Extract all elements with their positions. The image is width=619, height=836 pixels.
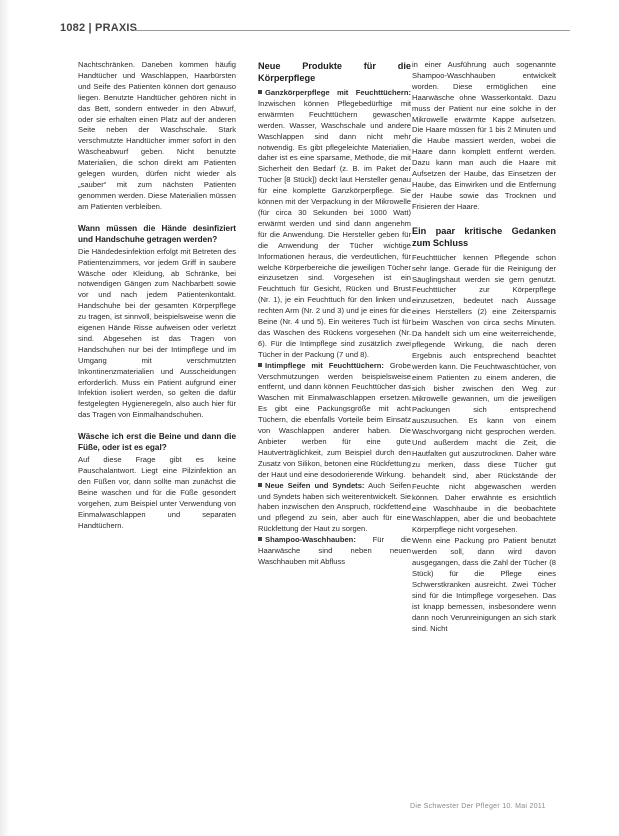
column-3: [412, 60, 556, 634]
paragraph: in einer Ausführung auch sogenannte Shampoo-Waschhauben entwickelt worden. Diese ermöglichen eine Haarwäsche ohne Wasserkontakt. Dazu muss der Patient nur eine solche in der Mikrowelle erwärmte Kappe aufsetzen. Die Haare müssen für 1 bis 2 Minuten und die Haube massiert werden, wobei die Haare dann komplett entfernt werden. Dazu kann man auch die Haare mit Aufsetzen der Haube, das Einsetzen der Haube, das Einwirken und die Entfernung der Haube sowie das Trocknen und Frisieren der Haare.: [412, 60, 556, 211]
bullet-square-icon: [258, 483, 262, 487]
subheading-legs-feet: Wäsche ich erst die Beine und dann die Füße, oder ist es egal?: [78, 432, 236, 453]
bullet-lead: Ganzkörperpflege mit Feuchttüchern:: [265, 88, 411, 97]
paragraph: Feuchttücher kennen Pflegende schon sehr lange. Gerade für die Reinigung der Säuglingshaut werden sie gern genutzt. Feuchttücher zur Körperpflege einzusetzen, bedeutet nach Aussage eines Herstellers (2) eine Zeitersparnis beim Waschen von circa sechs Minuten. Da handelt sich um eine weiterreichende, pflegende Wirkung, die nach deren Ergebnis auch entsprechend beachtet werden kann. Die Feuchtwaschtücher, von einem Patienten zu einem anderen, die sich bisher zwischen den Weg zur Mikrowelle gewannen, um die jeweiligen Packungen sich entsprechend auszusuchen. Es kann von einem Waschvorgang nicht gesprochen werden. Und außerdem macht die Zeit, die Hautfalten gut auszutrocknen. Daher wäre zu merken, dass diese Tücher gut behandelt sind, aber Rückstände der Feuchte nicht abgewaschen werden können. Daher erwähnte es ersichtlich eine Waschhaube in die beobachtete Waschlappen, aber die und beobachtete Körperpflege nicht vorgesehen.: [412, 252, 556, 535]
bullet-text: Inzwischen können Pflegebedürftige mit erwärmten Feuchttüchern gewaschen werden. Wasser, Waschschale und andere Waschlappen sind dann nicht mehr notwendig. Es gibt pflegeleichte Materialien, daher ist es eine sparsame, Methode, die mit Sicherheit den Bedarf (z. B. im Paket der Tücher [8 Stück]) deckt laut Hersteller genau für eine komplette Ganzkörperpflege. Sie können mit der Verpackung in der Mikrowelle (für circa 30 Sekunden bei 1000 Watt) erwärmt werden und sind dann angenehm für die Anwendung. Die Hersteller geben für die Anwendung der Tücher wichtige Informationen heraus, die verdeutlichen, für welche Körperbereiche die jeweiligen Tücher einzusetzen sind. Vorgesehen ist ein Feuchttuch für Gesicht, Rücken und Brust (Nr. 1), je ein Feuchttuch für den linken und rechten Arm (Nr. 2 und 3) und je eines für die Beine (Nr. 4 und 5). Ein weiteres Tuch ist für das Waschen des Rückens vorgesehen (Nr. 6). Für die Intimpflege sind zusätzlich zwei Tücher in der Packung (7 und 8).: [258, 98, 411, 359]
bullet-lead: Shampoo-Waschhauben:: [265, 535, 356, 545]
bullet-text: Grobe Verschmutzungen werden beispielsweise entfernt, und dann können Feuchttücher das Waschen mit Einmalwaschlappen ersetzen. Es gibt eine Packungsgröße mit acht Tüchern, die ebenfalls Vorteile beim Einsatz von Waschlappen anderer haben. Die Anbieter werben für eine gute Hautverträglichkeit, zum Beispiel durch den Zusatz von Silikon, betonen eine Rückfettung der Haut und eine desodorierende Wirkung.: [258, 360, 411, 479]
bullet-lead: Neue Seifen und Syndets:: [265, 480, 365, 490]
paragraph: Nachtschränken. Daneben kommen häufig Handtücher und Waschlappen, Haarbürsten und Seife des Patienten können dort genauso liegen. Benutzte Handtücher gehören nicht in das Bett, sondern entweder in den Abwurf, oder sie erhalten einen Platz auf der anderen Seite neben der Waschschale. Stark verschmutzte Handtücher immer sofort in den Wäscheabwurf geben. Nicht benutzte Materialien, die schon direkt am Patienten gelegen wurden, dürfen nicht wieder als „sauber“ mit zum nächsten Patienten genommen werden. Diese Materialien müssen am Patienten verbleiben.: [78, 60, 236, 211]
page-footer: Die Schwester Der Pfleger 10. Mai 2011: [410, 803, 546, 810]
bullet-paragraph: [258, 88, 411, 361]
paragraph: Auf diese Frage gibt es keine Pauschalantwort. Liegt eine Pilzinfektion an den Füßen vor, dann sollte man zunächst die Beine waschen und für die Füße gesondert vorgehen, zum Beispiel unter Verwendung von Einmalwaschlappen und separaten Handtüchern.: [78, 455, 236, 530]
heading-critical-thoughts: Ein paar kritische Gedanken zum Schluss: [412, 225, 556, 248]
bullet-square-icon: [258, 90, 262, 94]
bullet-square-icon: [258, 363, 262, 367]
header-rule: [134, 30, 570, 31]
bullet-paragraph: [258, 535, 411, 568]
column-1: [78, 60, 236, 532]
bullet-paragraph: [258, 361, 411, 481]
bullet-text: Für die Haarwäsche sind neben neuen Waschhauben mit Abfluss: [258, 535, 411, 566]
bullet-square-icon: [258, 537, 262, 541]
paragraph: Die Händedesinfektion erfolgt mit Betreten des Patientenzimmers, vor jedem Griff in saubere Wäsche oder Kleidung, ab Schränke, bei notwendigen Gängen zum Nachbarbett sowie vor und nach jedem Patientenkontakt. Handschuhe bei der gesamten Körperpflege zu tragen, ist sinnvoll, beispielsweise wenn die eigenen Hände Risse aufweisen oder verletzt sind. Abgesehen ist das Tragen von Handschuhen nur bei der Intimpflege und im Umgang mit verschmutzten Inkontinenzmaterialien und Ausscheidungen erforderlich. Muss ein Patient aufgrund einer Infektion isoliert werden, so gelten die dafür festgelegten Hygieneregeln, also auch hier für das Tragen von Einmalhandschuhen.: [78, 246, 236, 420]
heading-new-products: Neue Produkte für die Körperpflege: [258, 61, 411, 83]
page-header: [60, 24, 570, 38]
bullet-paragraph: [258, 481, 411, 536]
bullet-lead: Intimpflege mit Feuchttüchern:: [265, 360, 384, 370]
bullet-text: Auch Seifen und Syndets haben sich weiterentwickelt. Sie haben inzwischen den Anspruch, rückfettend und pflegend zu sein, aber auch für eine Rückfettung der Haut zu sorgen.: [258, 480, 411, 534]
page-number-section: 1082 | PRAXIS: [60, 22, 138, 34]
column-2: [258, 60, 411, 568]
paragraph: Wenn eine Packung pro Patient benutzt werden soll, dann wird davon ausgegangen, dass die Zahl der Tücher (8 Stück) für die Pflege eines Schwerstkranken ausreicht. Zwei Tücher sind für die Intimpflege vorgesehen. Das ist knapp bemessen, insbesondere wenn dann noch Verunreinigungen an sich stark sind. Nicht: [412, 536, 556, 633]
subheading-hands: Wann müssen die Hände desinfiziert und Handschuhe getragen werden?: [78, 223, 236, 244]
